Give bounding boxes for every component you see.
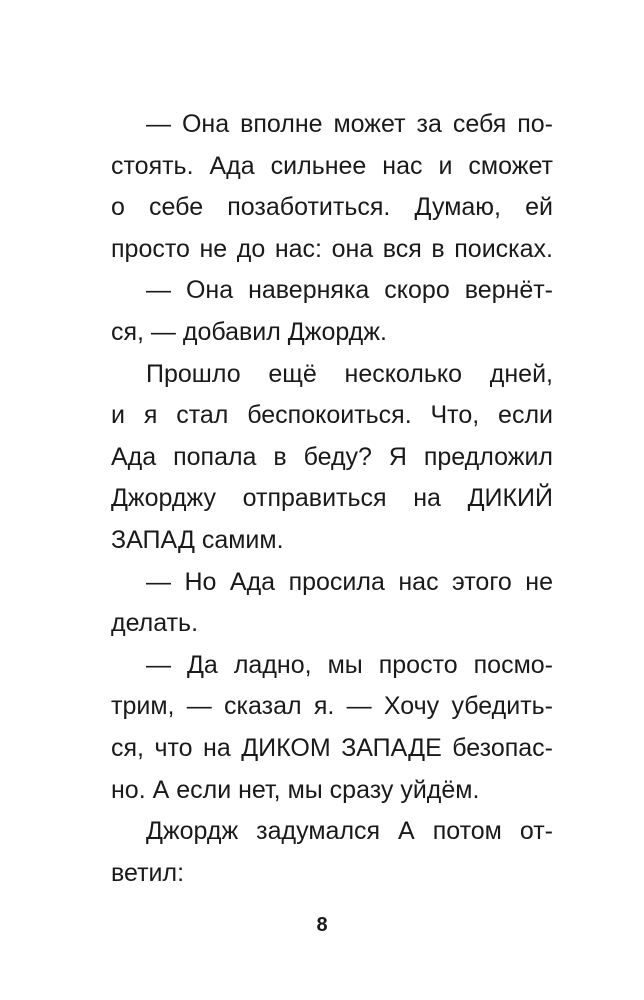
text-line: — Но Ада просила нас этого не	[146, 567, 553, 596]
text-line: — Да ладно, мы просто посмо-	[146, 650, 553, 679]
text-line: Прошло ещё несколько дней,	[146, 359, 553, 388]
text-line: ветил:	[111, 858, 185, 887]
text-line: делать.	[111, 609, 199, 638]
text-line: ЗАПАД самим.	[111, 525, 284, 554]
text-line: ся, что на ДИКОМ ЗАПАДЕ безопас-	[111, 733, 553, 762]
text-line: Джорджу отправиться на ДИКИЙ	[111, 484, 553, 513]
text-line: стоять. Ада сильнее нас и сможет	[111, 151, 553, 180]
text-line: Джордж задумался А потом от-	[146, 817, 553, 846]
text-line: ся, — добавил Джордж.	[111, 317, 387, 346]
text-line: и я стал беспокоиться. Что, если	[111, 401, 553, 430]
text-line: — Она вполне может за себя по-	[146, 110, 553, 138]
text-line: трим, — сказал я. — Хочу убедить-	[111, 692, 553, 721]
text-line: — Она наверняка скоро вернёт-	[146, 276, 553, 305]
text-line: просто не до нас: она вся в поисках.	[111, 234, 553, 263]
text-line: но. А если нет, мы сразу уйдём.	[111, 775, 480, 804]
page-number: 8	[316, 914, 328, 936]
text-line: о себе позаботиться. Думаю, ей	[111, 193, 553, 222]
text-line: Ада попала в беду? Я предложил	[111, 442, 553, 471]
body-text	[111, 104, 553, 894]
